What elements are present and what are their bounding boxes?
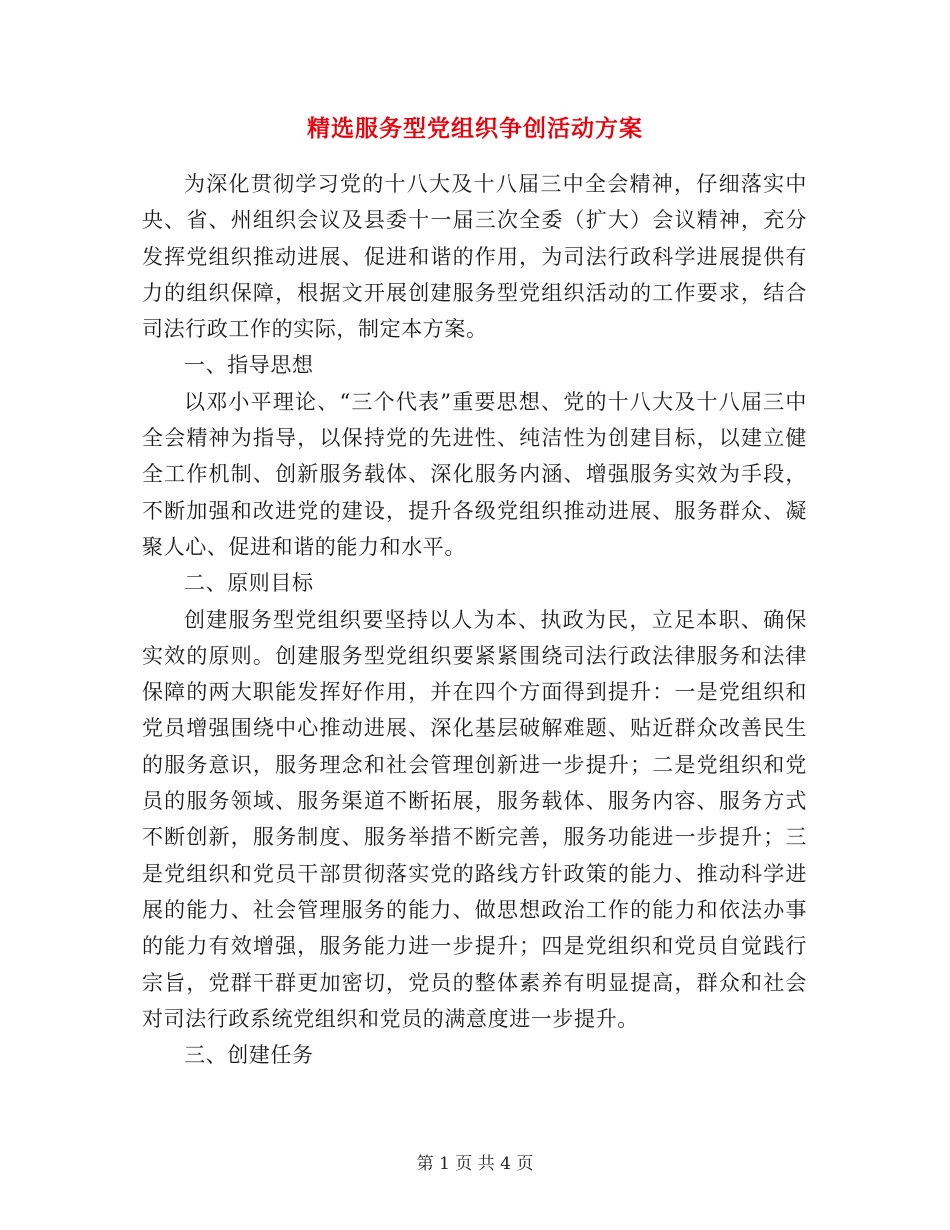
intro-paragraph: 为深化贯彻学习党的十八大及十八届三中全会精神，仔细落实中央、省、州组织会议及县委十一届三次全委（扩大）会议精神，充分发挥党组织推动进展、促进和谐的作用，为司法行政科学进展提供有力的组织保障，根据文开展创建服务型党组织活动的工作要求，结合司法行政工作的实际，制定本方案。 xyxy=(142,172,807,342)
section-heading-principles-goals: 二、原则目标 xyxy=(184,571,314,596)
guiding-thought-paragraph: 以邓小平理论、“三个代表”重要思想、党的十八大及十八届三中全会精神为指导，以保持党的先进性、纯洁性为创建目标，以建立健全工作机制、创新服务载体、深化服务内涵、增强服务实效为手段，不断加强和改进党的建设，提升各级党组织推动进展、服务群众、凝聚人心、促进和谐的能力和水平。 xyxy=(142,389,807,559)
document-body xyxy=(142,166,807,1073)
document-title: 精选服务型党组织争创活动方案 xyxy=(307,116,643,142)
principles-goals-paragraph: 创建服务型党组织要坚持以人为本、执政为民，立足本职、确保实效的原则。创建服务型党组织要紧紧围绕司法行政法律服务和法律保障的两大职能发挥好作用，并在四个方面得到提升：一是党组织和党员增强围绕中心推动进展、深化基层破解难题、贴近群众改善民生的服务意识，服务理念和社会管理创新进一步提升；二是党组织和党员的服务领域、服务渠道不断拓展，服务载体、服务内容、服务方式不断创新，服务制度、服务举措不断完善，服务功能进一步提升；三是党组织和党员干部贯彻落实党的路线方针政策的能力、推动科学进展的能力、社会管理服务的能力、做思想政治工作的能力和依法办事的能力有效增强，服务能力进一步提升；四是党组织和党员自觉践行宗旨，党群干群更加密切，党员的整体素养有明显提高，群众和社会对司法行政系统党组织和党员的满意度进一步提升。 xyxy=(142,607,807,1031)
page-footer: 第 1 页 共 4 页 xyxy=(416,1154,534,1174)
section-heading-creation-tasks: 三、创建任务 xyxy=(184,1043,314,1068)
section-heading-guiding-thought: 一、指导思想 xyxy=(184,353,314,378)
